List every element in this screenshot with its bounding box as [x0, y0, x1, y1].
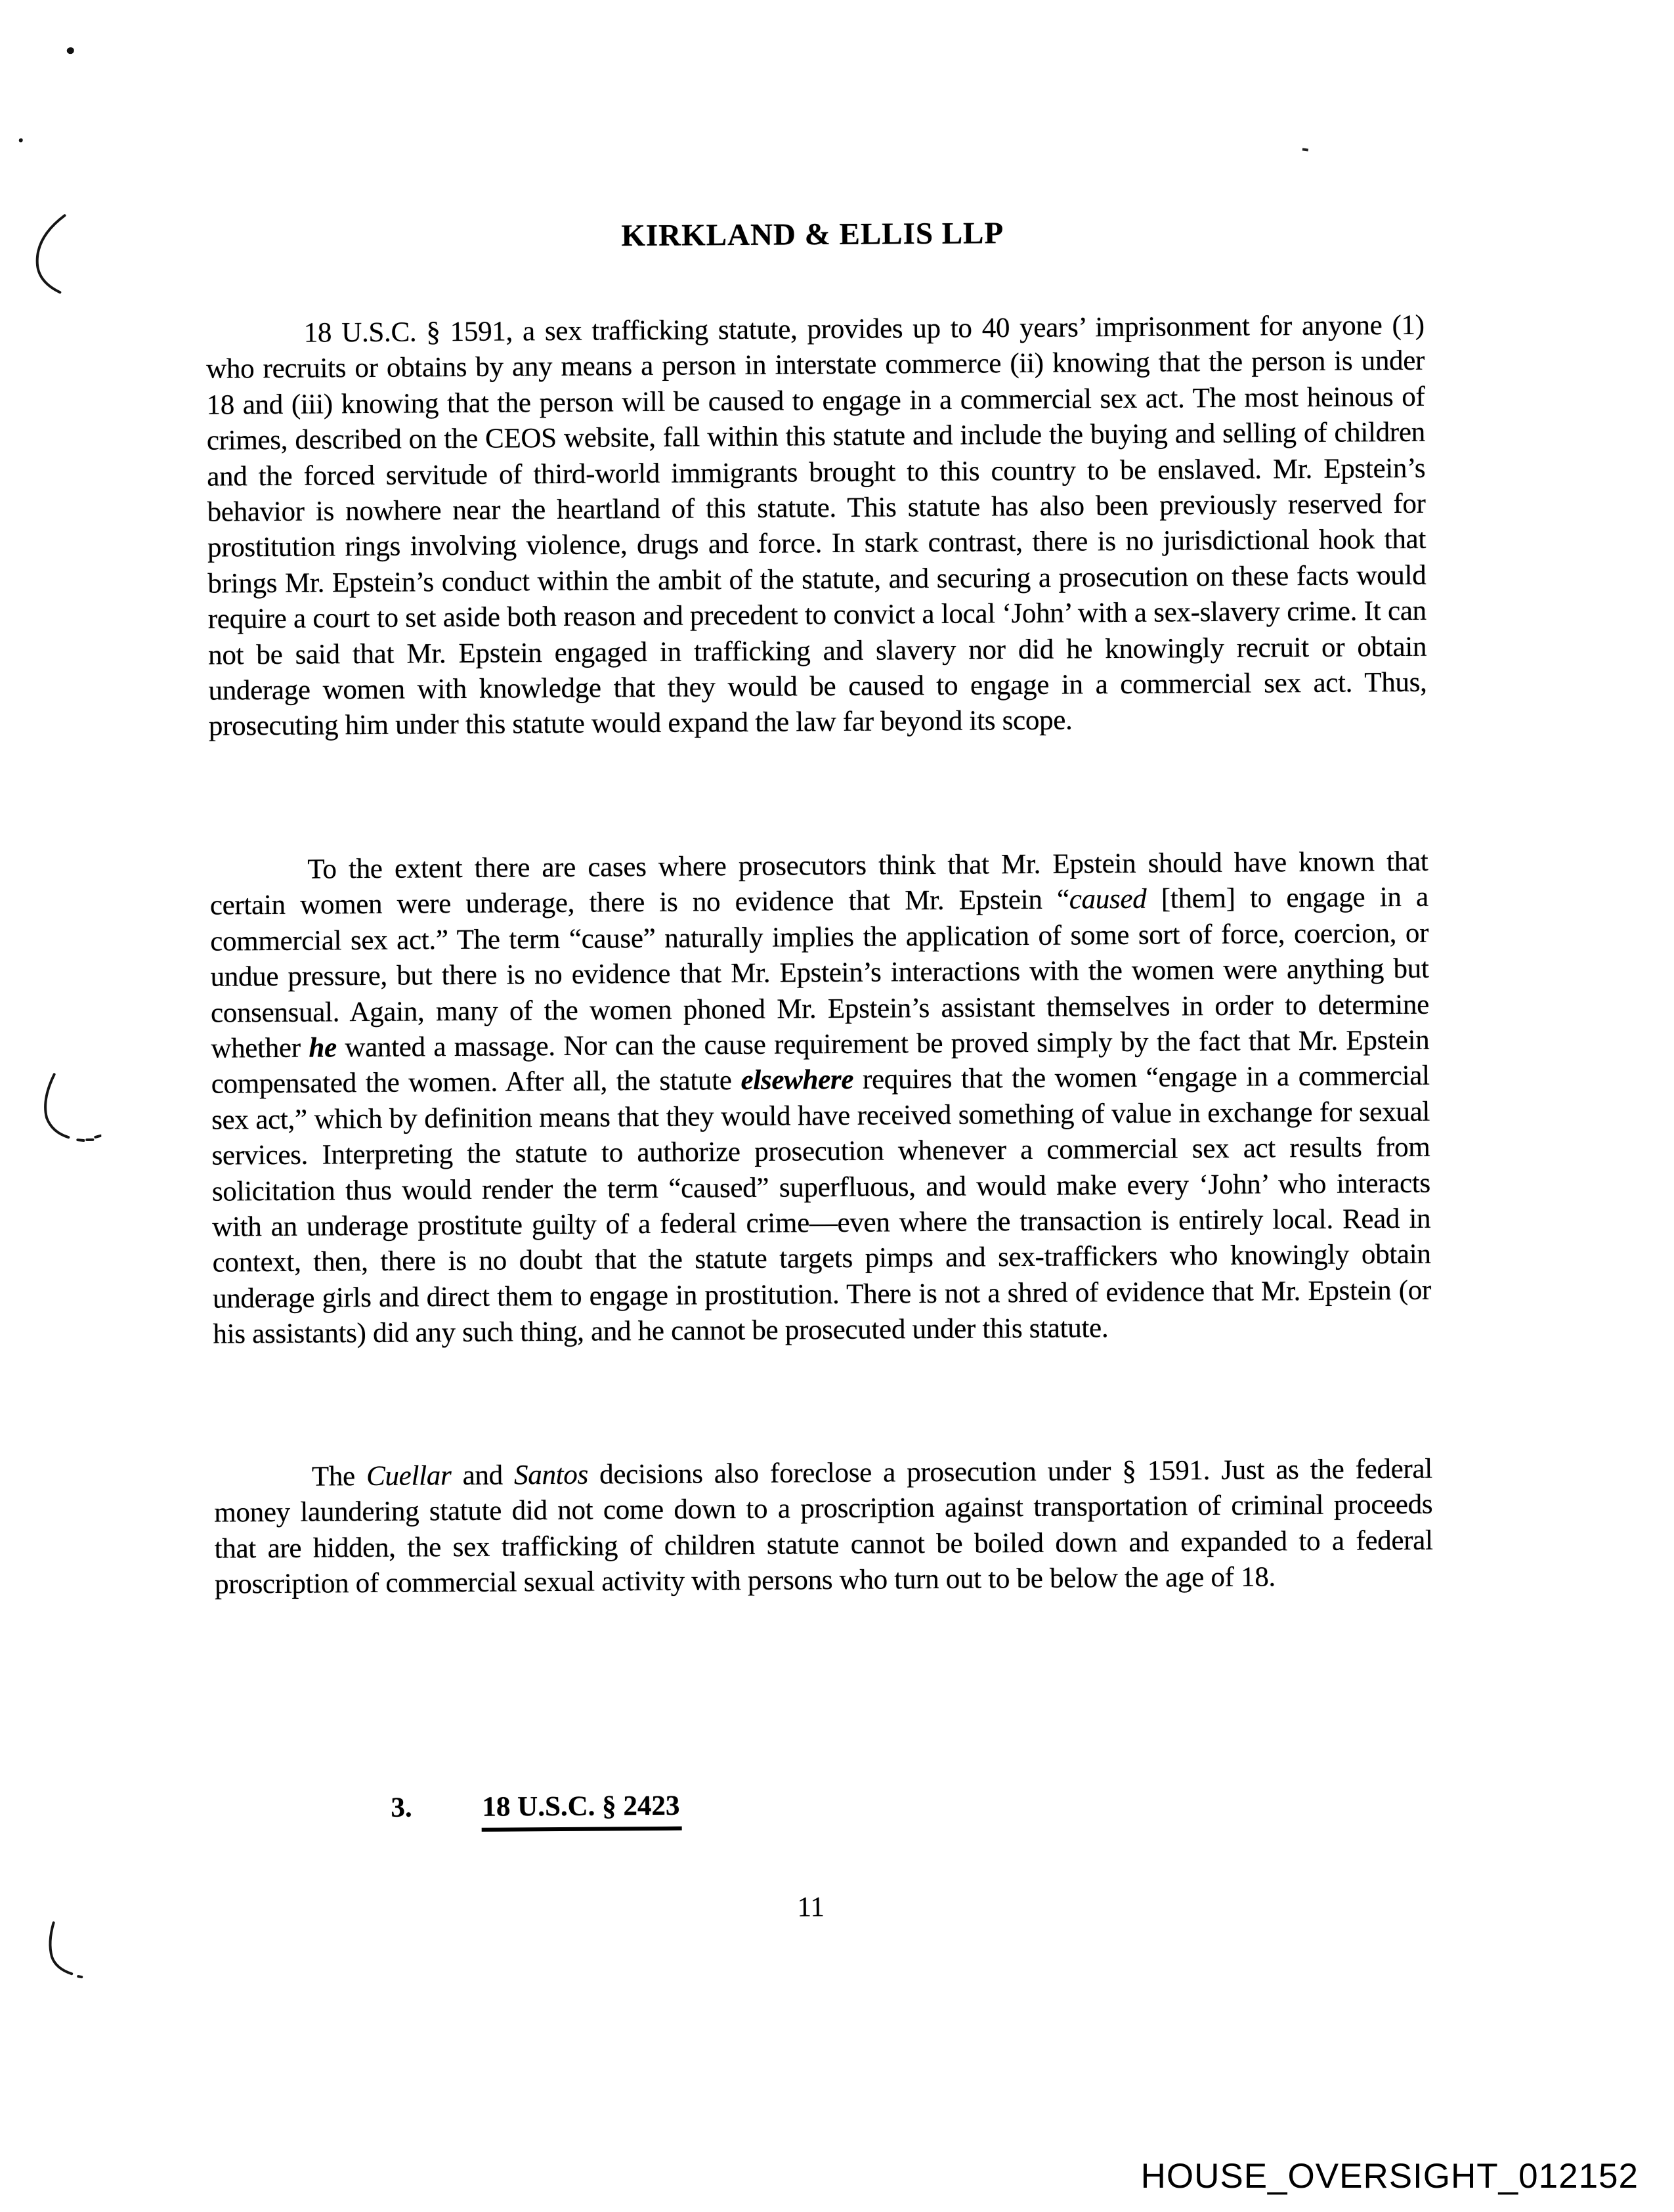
- text-run: The: [311, 1461, 367, 1492]
- text-run: and: [451, 1460, 515, 1492]
- text-run: [them] to engage in a commercial sex act.” The term “cause” naturally implies the application of some sort of force, coercion, or undue pressure, but there is no evidence that Mr. Epstein’s interactions with the women were anything but consensual. Again, many of the women phoned Mr. Epstein’s assistant themselves in order to determine whether: [210, 882, 1430, 1064]
- text-run: To the extent there are cases where prosecutors think that Mr. Epstein should have known that certain women were underage, there is no evidence that Mr. Epstein “: [209, 846, 1428, 922]
- text-run: requires that the women “engage in a commercial sex act,” which by definition means that they would have received something of value in exchange for sexual services. Interpreting the statute to authorize prosecution whenever a commercial sex act results from solicitation thus would render the term “caused” superfluous, and would make every ‘John’ who interacts with an underage prostitute guilty of a federal crime—even where the transaction is entirely local. Read in context, then, there is no doubt that the statute targets pimps and sex-traffickers who knowingly obtain underage girls and direct them to engage in prostitution. There is not a shred of evidence that Mr. Epstein (or his assistants) did any such thing, and he cannot be prosecuted under this statute.: [211, 1060, 1432, 1350]
- body-paragraph: [214, 1452, 1433, 1603]
- scan-artifact-dot-1: [67, 47, 74, 54]
- text-run: wanted a massage. Nor can the cause requirement be proved simply by the fact that Mr. Epstein compensated the women. After all, the statute: [211, 1024, 1430, 1100]
- text-run: decisions also foreclose a prosecution under § 1591. Just as the federal money laundering statute did not come down to a proscription against transportation of criminal proceeds that are hidden, the sex trafficking of children statute cannot be boiled down and expanded to a federal proscription of commercial sexual activity with persons who turn out to be below the age of 18.: [214, 1453, 1433, 1600]
- scan-artifact-dot-2: [19, 139, 23, 142]
- body-paragraph: [206, 308, 1428, 745]
- firm-name-header: KIRKLAND & ELLIS LLP: [621, 216, 1004, 253]
- scan-arc-shape: [47, 1920, 85, 1980]
- section-title: 18 U.S.C. § 2423: [481, 1789, 681, 1832]
- section-number: 3.: [391, 1792, 412, 1823]
- section-heading: [391, 1789, 681, 1832]
- scan-arc-shape: [30, 213, 70, 295]
- scan-artifact-dash-top-right: [1302, 148, 1308, 151]
- body-paragraph: [209, 844, 1431, 1353]
- scan-arc-shape: [41, 1072, 102, 1146]
- text-run: caused: [1069, 884, 1147, 915]
- text-run: elsewhere: [740, 1064, 854, 1096]
- text-run: 18 U.S.C. § 1591, a sex trafficking statute, provides up to 40 years’ imprisonment for anyone (1) who recruits or obtains by any means a person in interstate commerce (ii) knowing that the person is under 18 and (iii) knowing that the person will be caused to engage in a commercial sex act. The most heinous of crimes, described on the CEOS website, fall within this statute and include the buying and selling of children and the forced servitude of third-world immigrants brought to this country to be enslaved. Mr. Epstein’s behavior is nowhere near the heartland of this statute. This statute has also been previously reserved for prostitution rings involving violence, drugs and force. In stark contrast, there is no jurisdictional hook that brings Mr. Epstein’s conduct within the ambit of the statute, and securing a prosecution on these facts would require a court to set aside both reason and precedent to convict a local ‘John’ with a sex-slavery crime. It can not be said that Mr. Epstein engaged in trafficking and slavery nor did he knowingly recruit or obtain underage women with knowledge that they would be caused to engage in a commercial sex act. Thus, prosecuting him under this statute would expand the law far beyond its scope.: [205, 309, 1427, 743]
- scan-artifact-arc-middle-left: [41, 1072, 102, 1149]
- page-number: 11: [797, 1892, 825, 1923]
- text-run: Santos: [513, 1459, 589, 1491]
- scan-artifact-arc-top-left: [30, 213, 70, 299]
- scan-artifact-arc-bottom-left: [47, 1920, 85, 1984]
- text-run: Cuellar: [366, 1460, 452, 1492]
- text-run: he: [309, 1032, 337, 1064]
- bates-stamp: HOUSE_OVERSIGHT_012152: [1140, 2157, 1639, 2196]
